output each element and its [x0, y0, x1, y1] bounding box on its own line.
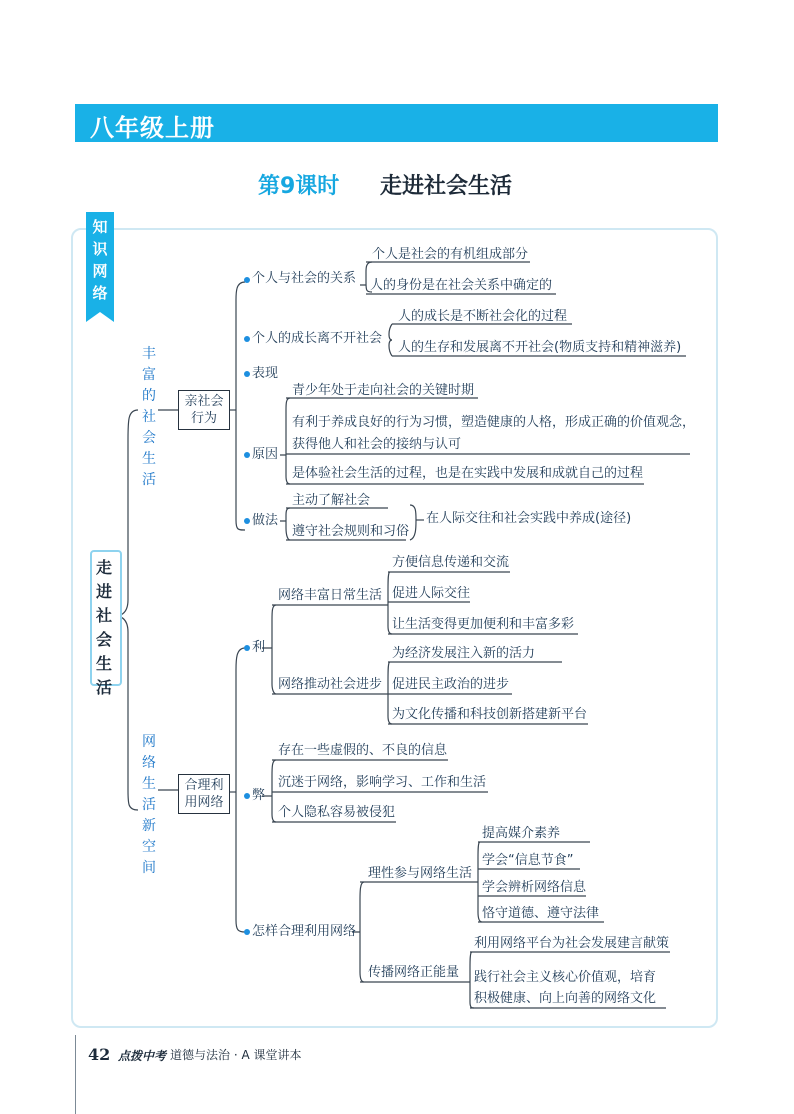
book-title: 道德与法治 · A 课堂讲本: [170, 1048, 302, 1062]
bullet-dot: [244, 371, 250, 377]
leaf-growth-1: 人的成长是不断社会化的过程: [398, 309, 568, 324]
leaf-method-1: 主动了解社会: [292, 493, 371, 508]
bullet-dot: [244, 645, 250, 651]
leaf-how-b2b: 积极健康、向上向善的网络文化: [474, 991, 657, 1006]
leaf-pro-b1: 为经济发展注入新的活力: [392, 646, 536, 661]
leaf-how-b2a: 践行社会主义核心价值观，培育: [474, 970, 657, 985]
branch2-title: 网络生活新空间: [142, 734, 156, 876]
grade-title: 八年级上册: [90, 114, 215, 142]
leaf-rel-2: 人的身份是在社会关系中确定的: [370, 278, 553, 293]
node-relationship: 个人与社会的关系: [252, 271, 357, 286]
bullet-dot: [244, 452, 250, 458]
leaf-how-b1: 利用网络平台为社会发展建言献策: [474, 936, 670, 951]
leaf-how-a3: 学会辨析网络信息: [482, 880, 587, 895]
node-pro-b: 网络推动社会进步: [278, 677, 383, 692]
leaf-reason-3: 是体验社会生活的过程，也是在实践中发展和成就自己的过程: [292, 466, 644, 481]
leaf-reason-1: 青少年处于走向社会的关键时期: [292, 383, 475, 398]
margin-rule: [75, 1035, 76, 1114]
node-expression: 表现: [252, 366, 279, 381]
bullet-dot: [244, 929, 250, 935]
leaf-con-2: 沉迷于网络，影响学习、工作和生活: [278, 775, 487, 790]
brand-logo: 点拨中考: [118, 1049, 167, 1063]
leaf-pro-b3: 为文化传播和科技创新搭建新平台: [392, 707, 588, 722]
leaf-method-3: 在人际交往和社会实践中养成(途径): [426, 511, 632, 526]
leaf-con-1: 存在一些虚假的、不良的信息: [278, 743, 448, 758]
leaf-reason-2a: 有利于养成良好的行为习惯，塑造健康的人格，形成正确的价值观念，: [292, 415, 696, 430]
node-how: 怎样合理利用网络: [252, 924, 357, 939]
branch1-box: 亲社会行为: [178, 390, 230, 430]
node-disadvantage: 弊: [252, 788, 266, 803]
root-node-label: 走进社会生活: [95, 558, 112, 697]
leaf-pro-a2: 促进人际交往: [392, 586, 471, 601]
branch1-title: 丰富的社会生活: [142, 346, 156, 488]
leaf-how-a1: 提高媒介素养: [482, 826, 561, 841]
leaf-pro-b2: 促进民主政治的进步: [392, 677, 510, 692]
node-how-a: 理性参与网络生活: [368, 866, 473, 881]
node-how-b: 传播网络正能量: [368, 965, 460, 980]
lesson-number: 第9课时: [258, 174, 340, 199]
leaf-method-2: 遵守社会规则和习俗: [292, 524, 410, 539]
leaf-pro-a1: 方便信息传递和交流: [392, 555, 510, 570]
leaf-how-a2: 学会“信息节食”: [482, 853, 574, 868]
leaf-how-a4: 恪守道德、遵守法律: [482, 906, 600, 921]
node-advantage: 利: [252, 640, 266, 655]
leaf-pro-a3: 让生活变得更加便利和丰富多彩: [392, 617, 575, 632]
node-reason: 原因: [252, 447, 279, 462]
lesson-title: 走进社会生活: [380, 174, 513, 199]
node-method: 做法: [252, 513, 279, 528]
leaf-con-3: 个人隐私容易被侵犯: [278, 805, 396, 820]
node-growth: 个人的成长离不开社会: [252, 331, 383, 346]
bullet-dot: [244, 336, 250, 342]
ribbon-label: 知识网络: [92, 218, 108, 302]
branch2-box: 合理利用网络: [178, 774, 230, 814]
bullet-dot: [244, 793, 250, 799]
leaf-reason-2b: 获得他人和社会的接纳与认可: [292, 437, 462, 452]
node-pro-a: 网络丰富日常生活: [278, 588, 383, 603]
page-number: 42: [88, 1045, 111, 1064]
leaf-growth-2: 人的生存和发展离不开社会(物质支持和精神滋养): [398, 340, 682, 355]
leaf-rel-1: 个人是社会的有机组成部分: [372, 247, 529, 262]
bullet-dot: [244, 277, 250, 283]
bullet-dot: [244, 518, 250, 524]
